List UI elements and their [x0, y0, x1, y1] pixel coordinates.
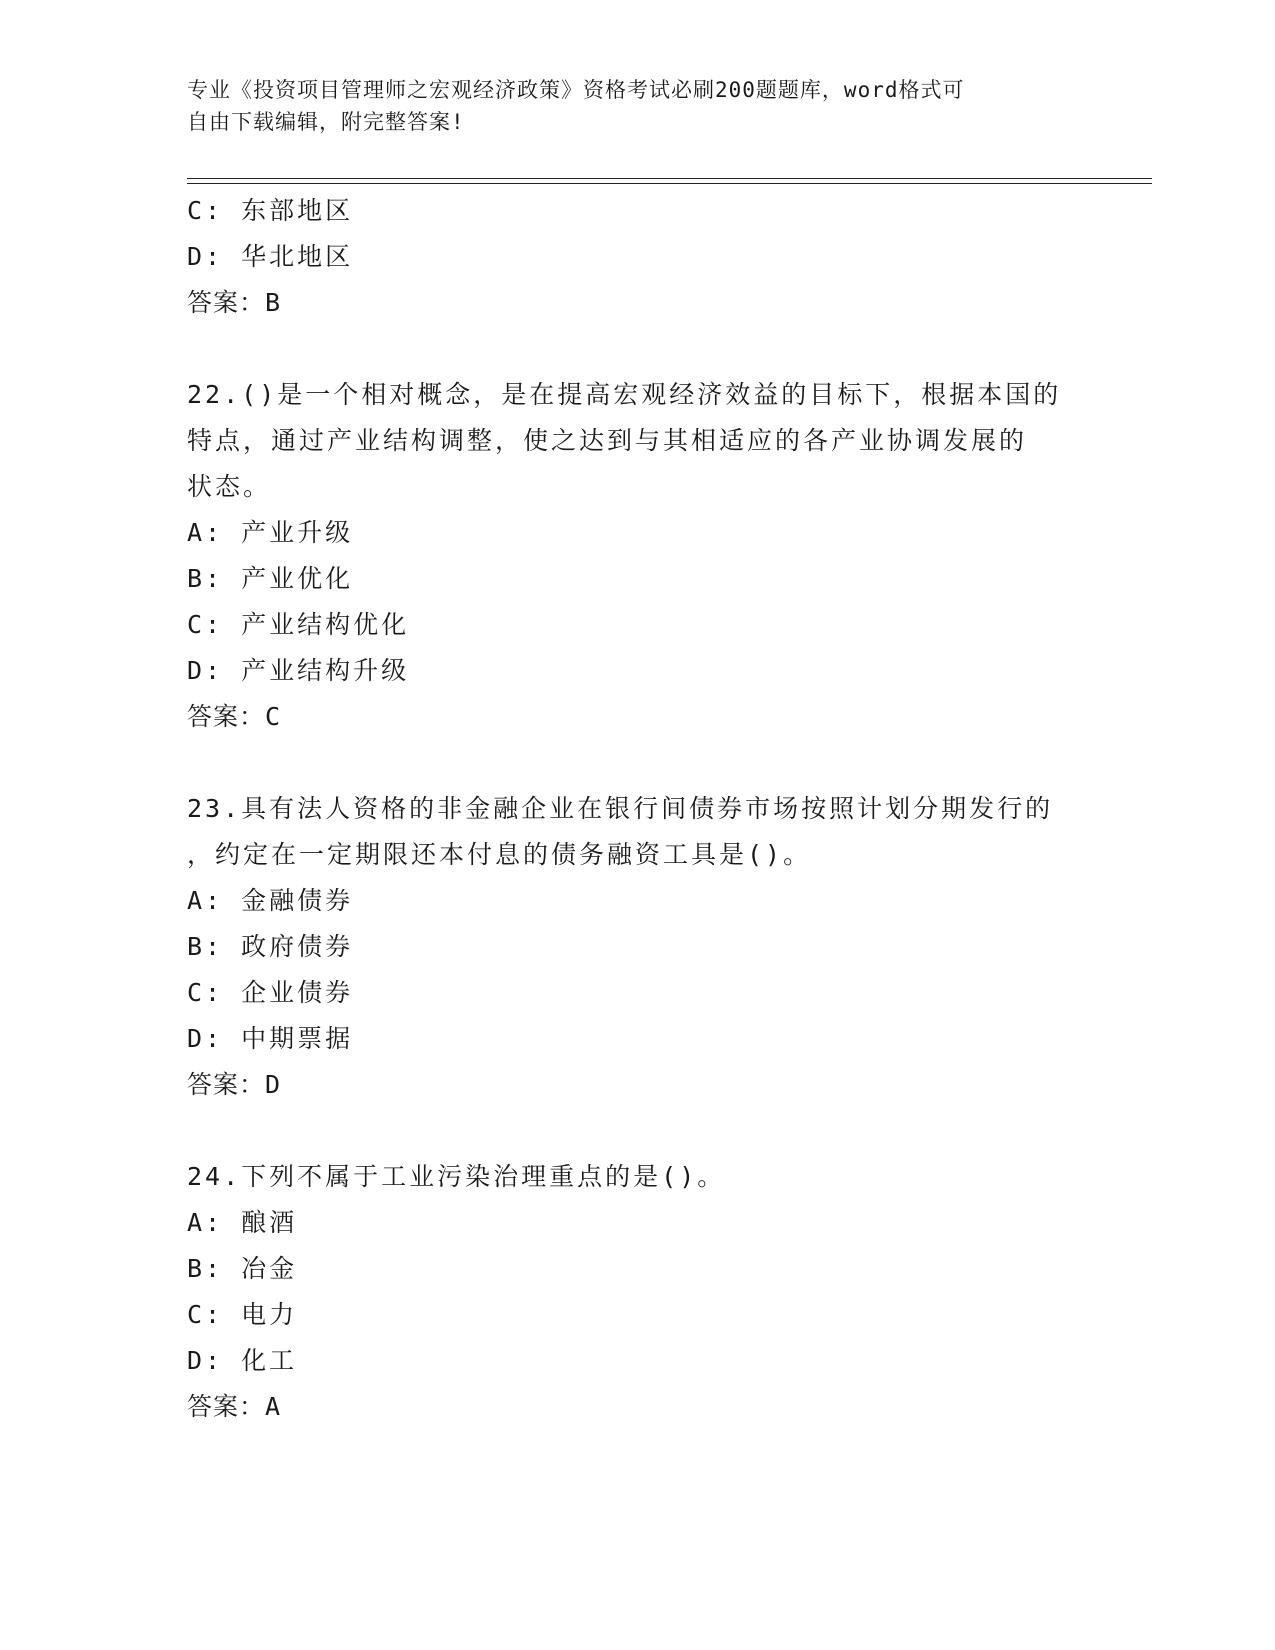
header-rule-top [187, 178, 1152, 179]
question-text-line: 23.具有法人资格的非金融企业在银行间债券市场按照计划分期发行的 [187, 794, 1054, 823]
option-a: A: 金融债券 [187, 886, 354, 915]
question-text-line: 状态。 [187, 472, 272, 501]
question-text-line: 24.下列不属于工业污染治理重点的是()。 [187, 1162, 726, 1191]
option-c: C: 电力 [187, 1300, 298, 1329]
answer-value: A [265, 1392, 284, 1421]
answer-line: 答案：A [187, 1392, 284, 1421]
option-d: D: 华北地区 [187, 242, 354, 271]
spacer [187, 326, 1087, 372]
option-d: D: 产业结构升级 [187, 656, 410, 685]
question-23 [187, 786, 1087, 1108]
option-c: C: 东部地区 [187, 196, 354, 225]
question-text-line: 22.()是一个相对概念，是在提高宏观经济效益的目标下，根据本国的 [187, 380, 1062, 409]
answer-value: C [265, 702, 284, 731]
header-line-1: 专业《投资项目管理师之宏观经济政策》资格考试必刷200题题库，word格式可 [187, 78, 965, 102]
header-rule-bottom [187, 183, 1152, 184]
question-22 [187, 372, 1087, 740]
option-a: A: 酿酒 [187, 1208, 298, 1237]
answer-value: D [265, 1070, 284, 1099]
option-c: C: 产业结构优化 [187, 610, 410, 639]
option-d: D: 化工 [187, 1346, 298, 1375]
answer-line: 答案：D [187, 1070, 284, 1099]
option-b: B: 产业优化 [187, 564, 354, 593]
answer-line: 答案：C [187, 702, 284, 731]
option-b: B: 政府债券 [187, 932, 354, 961]
question-list [187, 188, 1087, 1430]
option-c: C: 企业债券 [187, 978, 354, 1007]
spacer [187, 1108, 1087, 1154]
option-b: B: 冶金 [187, 1254, 298, 1283]
question-text-line: 特点，通过产业结构调整，使之达到与其相适应的各产业协调发展的 [187, 426, 1028, 455]
question-text-line: ，约定在一定期限还本付息的债务融资工具是()。 [187, 840, 812, 869]
answer-line: 答案：B [187, 288, 284, 317]
option-d: D: 中期票据 [187, 1024, 354, 1053]
spacer [187, 740, 1087, 786]
document-header [187, 74, 1067, 138]
question-24 [187, 1154, 1087, 1430]
question-21-tail [187, 188, 1087, 326]
header-line-2: 自由下载编辑，附完整答案! [187, 110, 465, 134]
option-a: A: 产业升级 [187, 518, 354, 547]
answer-value: B [265, 288, 284, 317]
